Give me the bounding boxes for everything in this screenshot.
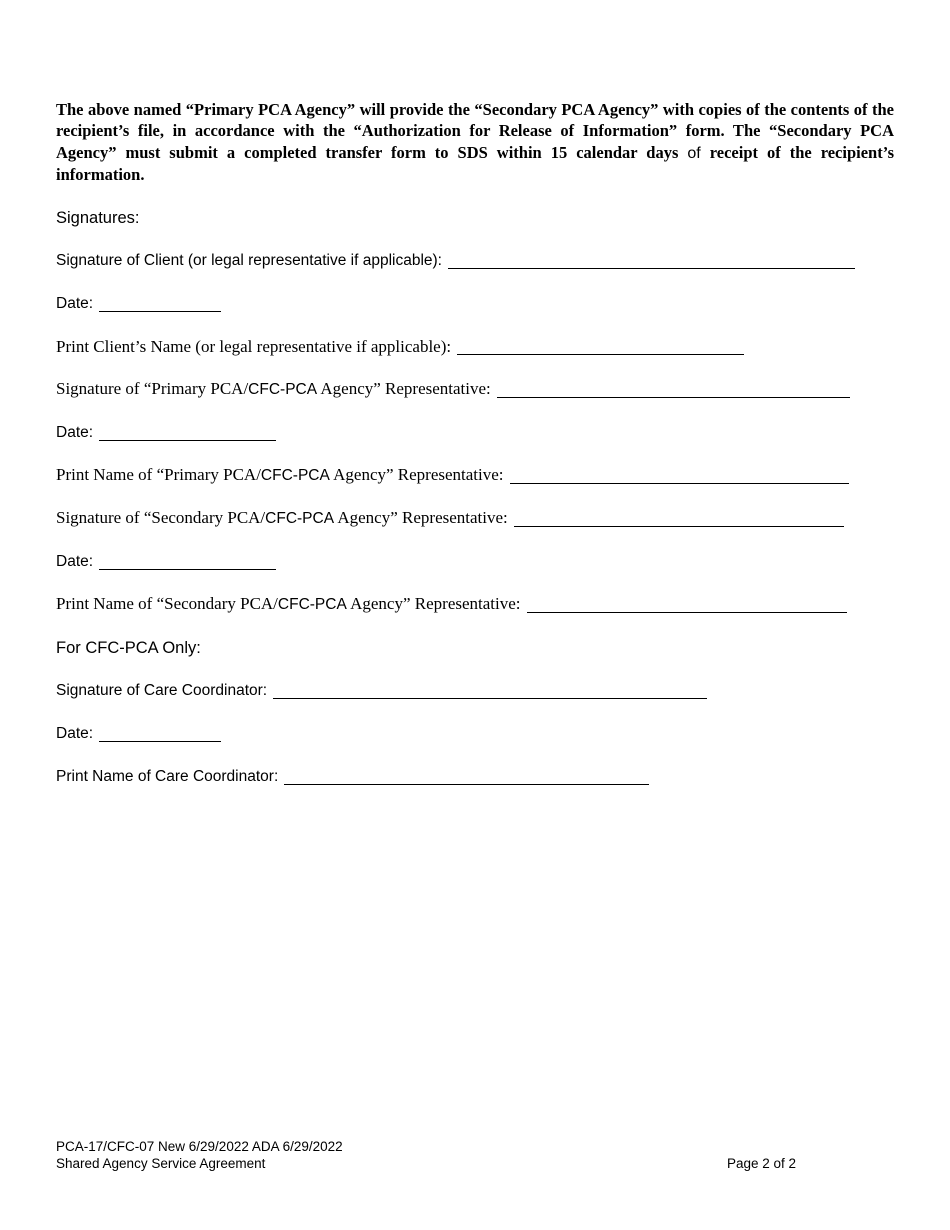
form-title: Shared Agency Service Agreement	[56, 1156, 266, 1171]
secondary-date-field[interactable]	[99, 551, 276, 570]
client-print-name-field[interactable]	[457, 336, 744, 355]
client-signature-row	[56, 247, 855, 271]
notice-text: The above named “Primary PCA Agency” will provide the “Secondary PCA Agency” with copies of the contents of the recipient’s file, in accordance with the “Authorization for Release of Information” form. The “Secondary PCA Agency” must submit a completed transfer form to SDS within 15 calendar days	[56, 100, 894, 162]
coordinator-date-field[interactable]	[99, 723, 221, 742]
client-print-name-row	[56, 333, 744, 357]
cfc-heading-row	[56, 634, 201, 658]
signatures-heading-row	[56, 204, 139, 228]
secondary-signature-row	[56, 505, 844, 529]
primary-print-name-label: Print Name of “Primary PCA/CFC-PCA Agency” Representative:	[56, 465, 504, 484]
coordinator-signature-row	[56, 677, 707, 701]
secondary-print-name-row	[56, 591, 847, 615]
cfc-heading: For CFC-PCA Only:	[56, 639, 201, 657]
secondary-signature-label: Signature of “Secondary PCA/CFC-PCA Agency” Representative:	[56, 508, 508, 527]
signatures-heading: Signatures:	[56, 209, 140, 227]
client-date-label: Date:	[56, 295, 94, 312]
secondary-print-name-field[interactable]	[527, 594, 847, 613]
coordinator-print-name-label: Print Name of Care Coordinator:	[56, 768, 279, 785]
form-id: PCA-17/CFC-07 New 6/29/2022 ADA 6/29/2022	[56, 1139, 343, 1154]
client-signature-label: Signature of Client (or legal representative if applicable):	[56, 252, 442, 269]
primary-signature-label: Signature of “Primary PCA/CFC-PCA Agency” Representative:	[56, 379, 491, 398]
secondary-signature-field[interactable]	[514, 508, 844, 527]
footer-left	[56, 1138, 343, 1172]
secondary-print-name-label: Print Name of “Secondary PCA/CFC-PCA Agency” Representative:	[56, 594, 521, 613]
client-date-row	[56, 290, 221, 314]
client-signature-field[interactable]	[448, 250, 855, 269]
secondary-date-label: Date:	[56, 553, 94, 570]
primary-print-name-field[interactable]	[510, 465, 849, 484]
page-number: Page 2 of 2	[727, 1156, 797, 1171]
notice-text-end: receipt of the recipient’s information.	[56, 142, 895, 184]
client-print-name-label: Print Client’s Name (or legal representative if applicable):	[56, 337, 452, 356]
coordinator-print-name-field[interactable]	[284, 766, 649, 785]
primary-date-row	[56, 419, 276, 443]
client-date-field[interactable]	[99, 293, 221, 312]
primary-print-name-row	[56, 462, 849, 486]
coordinator-signature-field[interactable]	[273, 680, 707, 699]
coordinator-date-row	[56, 720, 221, 744]
primary-date-field[interactable]	[99, 422, 276, 441]
coordinator-date-label: Date:	[56, 725, 94, 742]
primary-signature-field[interactable]	[497, 379, 850, 398]
secondary-date-row	[56, 548, 276, 572]
primary-date-label: Date:	[56, 424, 94, 441]
coordinator-print-name-row	[56, 763, 649, 787]
notice-paragraph	[56, 99, 894, 185]
coordinator-signature-label: Signature of Care Coordinator:	[56, 682, 268, 699]
notice-text-of: of	[687, 144, 701, 162]
primary-signature-row	[56, 376, 850, 400]
